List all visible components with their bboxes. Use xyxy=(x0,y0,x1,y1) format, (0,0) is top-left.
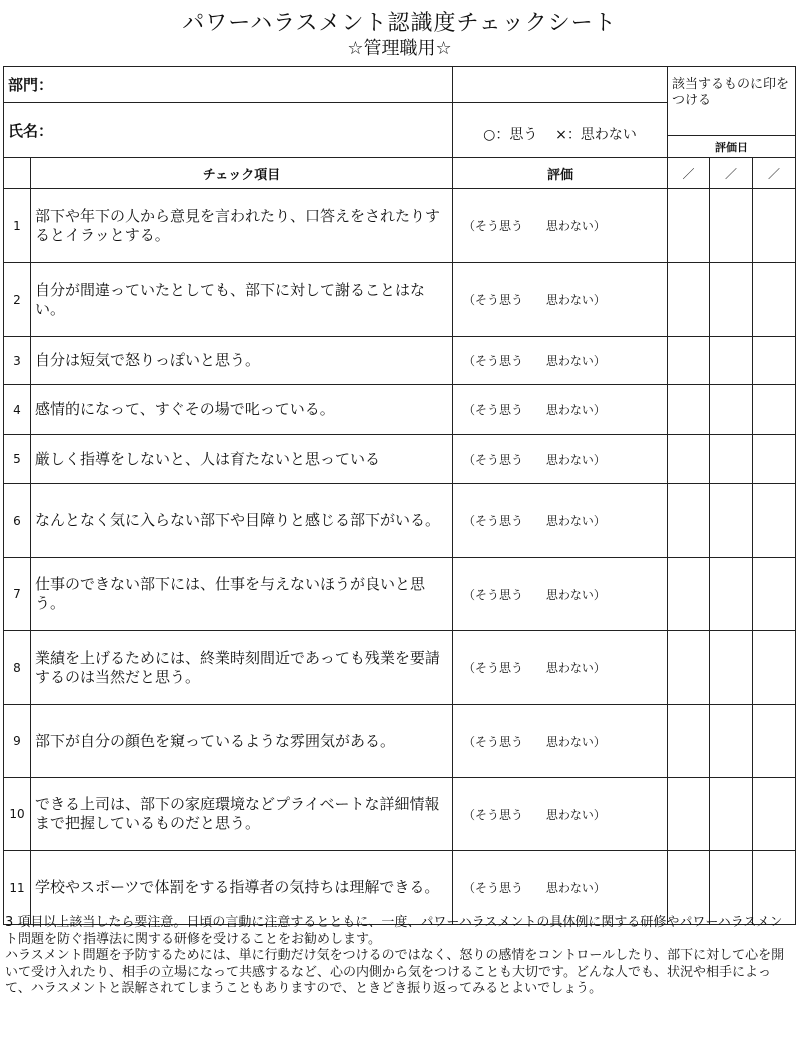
evaluation-header: 評価 xyxy=(453,158,668,189)
item-text: 自分が間違っていたとしても、部下に対して謝ることはない。 xyxy=(31,263,453,337)
table-row xyxy=(4,631,796,705)
eval-date-cell[interactable] xyxy=(668,189,710,263)
check-item-header: チェック項目 xyxy=(31,158,453,189)
eval-date-cell[interactable] xyxy=(668,484,710,558)
option-yes[interactable]: （そう思う xyxy=(463,587,524,602)
eval-date-cell[interactable] xyxy=(668,558,710,631)
option-yes[interactable]: （そう思う xyxy=(463,403,524,417)
option-no[interactable]: 思わない） xyxy=(545,219,606,233)
option-no[interactable]: 思わない） xyxy=(545,293,606,307)
department-label: 部門： xyxy=(8,76,54,94)
eval-date-cell[interactable] xyxy=(668,631,710,705)
legend-no: ×：思わない xyxy=(555,127,637,143)
item-number: 5 xyxy=(4,435,31,484)
evaluation-cell[interactable] xyxy=(453,435,668,484)
eval-date-cell[interactable] xyxy=(668,337,710,385)
number-header-cell xyxy=(4,158,31,189)
option-no[interactable]: 思わない） xyxy=(545,403,606,417)
option-yes[interactable]: （そう思う xyxy=(463,881,524,895)
table-row xyxy=(4,263,796,337)
table-row xyxy=(4,385,796,435)
option-no[interactable]: 思わない） xyxy=(545,452,606,467)
check-sheet-table xyxy=(3,66,796,925)
eval-date-cell[interactable] xyxy=(753,484,796,558)
eval-date-cell[interactable] xyxy=(753,189,796,263)
eval-date-cell[interactable] xyxy=(668,778,710,851)
eval-date-cell[interactable] xyxy=(753,435,796,484)
option-yes[interactable]: （そう思う xyxy=(463,219,524,233)
option-yes[interactable]: （そう思う xyxy=(463,807,524,822)
eval-date-cell[interactable] xyxy=(710,851,753,925)
table-row xyxy=(4,705,796,778)
option-no[interactable]: 思わない） xyxy=(545,661,606,675)
evaluation-cell[interactable] xyxy=(453,558,668,631)
eval-date-cell[interactable] xyxy=(710,778,753,851)
legend-yes: ○：思う xyxy=(483,127,538,143)
eval-date-cell[interactable] xyxy=(668,435,710,484)
eval-date-cell[interactable] xyxy=(753,558,796,631)
eval-date-slash-3[interactable]: ／ xyxy=(753,158,796,189)
table-row xyxy=(4,435,796,484)
evaluation-cell[interactable] xyxy=(453,484,668,558)
item-text: 業績を上げるためには、終業時刻間近であっても残業を要請するのは当然だと思う。 xyxy=(31,631,453,705)
evaluation-cell[interactable] xyxy=(453,263,668,337)
eval-date-cell[interactable] xyxy=(753,337,796,385)
table-row xyxy=(4,189,796,263)
eval-date-cell[interactable] xyxy=(710,263,753,337)
page-title: パワーハラスメント認識度チェックシート xyxy=(182,11,617,36)
option-yes[interactable]: （そう思う xyxy=(463,514,524,528)
eval-date-slash-1[interactable]: ／ xyxy=(668,158,710,189)
table-row xyxy=(4,558,796,631)
eval-date-slash-2[interactable]: ／ xyxy=(710,158,753,189)
eval-date-cell[interactable] xyxy=(753,851,796,925)
item-number: 7 xyxy=(4,558,31,631)
option-yes[interactable]: （そう思う xyxy=(463,734,524,749)
item-text: 部下や年下の人から意見を言われたり、口答えをされたりするとイラッとする。 xyxy=(31,189,453,263)
eval-date-cell[interactable] xyxy=(710,385,753,435)
option-no[interactable]: 思わない） xyxy=(545,354,606,368)
option-no[interactable]: 思わない） xyxy=(545,514,606,528)
item-number: 1 xyxy=(4,189,31,263)
item-number: 6 xyxy=(4,484,31,558)
eval-date-cell[interactable] xyxy=(753,385,796,435)
eval-date-cell[interactable] xyxy=(668,851,710,925)
eval-date-cell[interactable] xyxy=(753,705,796,778)
item-number: 2 xyxy=(4,263,31,337)
department-blank-cell[interactable] xyxy=(453,67,668,103)
evaluation-cell[interactable] xyxy=(453,705,668,778)
item-number: 8 xyxy=(4,631,31,705)
eval-date-cell[interactable] xyxy=(668,385,710,435)
option-no[interactable]: 思わない） xyxy=(545,807,606,822)
evaluation-cell[interactable] xyxy=(453,851,668,925)
item-number: 11 xyxy=(4,851,31,925)
item-text: できる上司は、部下の家庭環境などプライベートな詳細情報まで把握しているものだと思う。 xyxy=(31,778,453,851)
option-yes[interactable]: （そう思う xyxy=(463,354,524,368)
page-subtitle: ☆管理職用☆ xyxy=(347,38,452,59)
footer-notes xyxy=(5,915,795,998)
item-text: 感情的になって、すぐその場で叱っている。 xyxy=(31,385,453,435)
eval-date-cell[interactable] xyxy=(710,631,753,705)
eval-date-cell[interactable] xyxy=(710,558,753,631)
option-yes[interactable]: （そう思う xyxy=(463,293,524,307)
eval-date-cell[interactable] xyxy=(710,705,753,778)
item-text: 厳しく指導をしないと、人は育たないと思っている xyxy=(31,435,453,484)
evaluation-cell[interactable] xyxy=(453,189,668,263)
option-no[interactable]: 思わない） xyxy=(545,587,606,602)
item-text: 仕事のできない部下には、仕事を与えないほうが良いと思う。 xyxy=(31,558,453,631)
footer-paragraph-1: 3 項目以上該当したら要注意。日頃の言動に注意するとともに、一度、パワーハラスメントの具体例に関する研修やパワーハラスメント問題を防ぐ指導法に関する研修を受けることをお勧めします。 xyxy=(5,915,783,947)
evaluation-cell[interactable] xyxy=(453,631,668,705)
eval-date-label: 評価日 xyxy=(668,136,796,158)
evaluation-cell[interactable] xyxy=(453,778,668,851)
footer-paragraph-2: ハラスメント問題を予防するためには、単に行動だけ気をつけるのではなく、怒りの感情をコントロールしたり、部下に対して心を開いて受け入れたり、相手の立場になって共感するなど、心の内側から気をつけることも大切です。どんな人でも、状況や相手によって、ハラスメントと誤解されてしまうこともありますので、ときどき振り返ってみるとよいでしょう。 xyxy=(5,948,785,996)
item-number: 4 xyxy=(4,385,31,435)
eval-date-cell[interactable] xyxy=(710,189,753,263)
item-text: なんとなく気に入らない部下や目障りと感じる部下がいる。 xyxy=(31,484,453,558)
eval-date-cell[interactable] xyxy=(753,631,796,705)
eval-date-cell[interactable] xyxy=(710,484,753,558)
department-field[interactable] xyxy=(4,67,453,103)
eval-date-cell[interactable] xyxy=(710,337,753,385)
item-number: 3 xyxy=(4,337,31,385)
eval-date-cell[interactable] xyxy=(668,705,710,778)
table-row xyxy=(4,778,796,851)
eval-date-cell[interactable] xyxy=(710,435,753,484)
eval-date-cell[interactable] xyxy=(668,263,710,337)
item-text: 部下が自分の顔色を窺っているような雰囲気がある。 xyxy=(31,705,453,778)
evaluation-cell[interactable] xyxy=(453,385,668,435)
item-text: 学校やスポーツで体罰をする指導者の気持ちは理解できる。 xyxy=(31,851,453,925)
eval-date-cell[interactable] xyxy=(753,263,796,337)
table-row xyxy=(4,484,796,558)
option-no[interactable]: 思わない） xyxy=(545,734,606,749)
name-field[interactable] xyxy=(4,103,453,158)
eval-date-cell[interactable] xyxy=(753,778,796,851)
option-no[interactable]: 思わない） xyxy=(545,881,606,895)
item-number: 9 xyxy=(4,705,31,778)
table-row xyxy=(4,851,796,925)
option-yes[interactable]: （そう思う xyxy=(463,661,524,675)
item-number: 10 xyxy=(4,778,31,851)
table-row xyxy=(4,337,796,385)
option-yes[interactable]: （そう思う xyxy=(463,452,524,467)
evaluation-legend xyxy=(453,103,668,158)
instruction-note: 該当するものに印をつける xyxy=(668,67,796,136)
name-label: 氏名： xyxy=(8,121,54,140)
evaluation-cell[interactable] xyxy=(453,337,668,385)
item-text: 自分は短気で怒りっぽいと思う。 xyxy=(31,337,453,385)
